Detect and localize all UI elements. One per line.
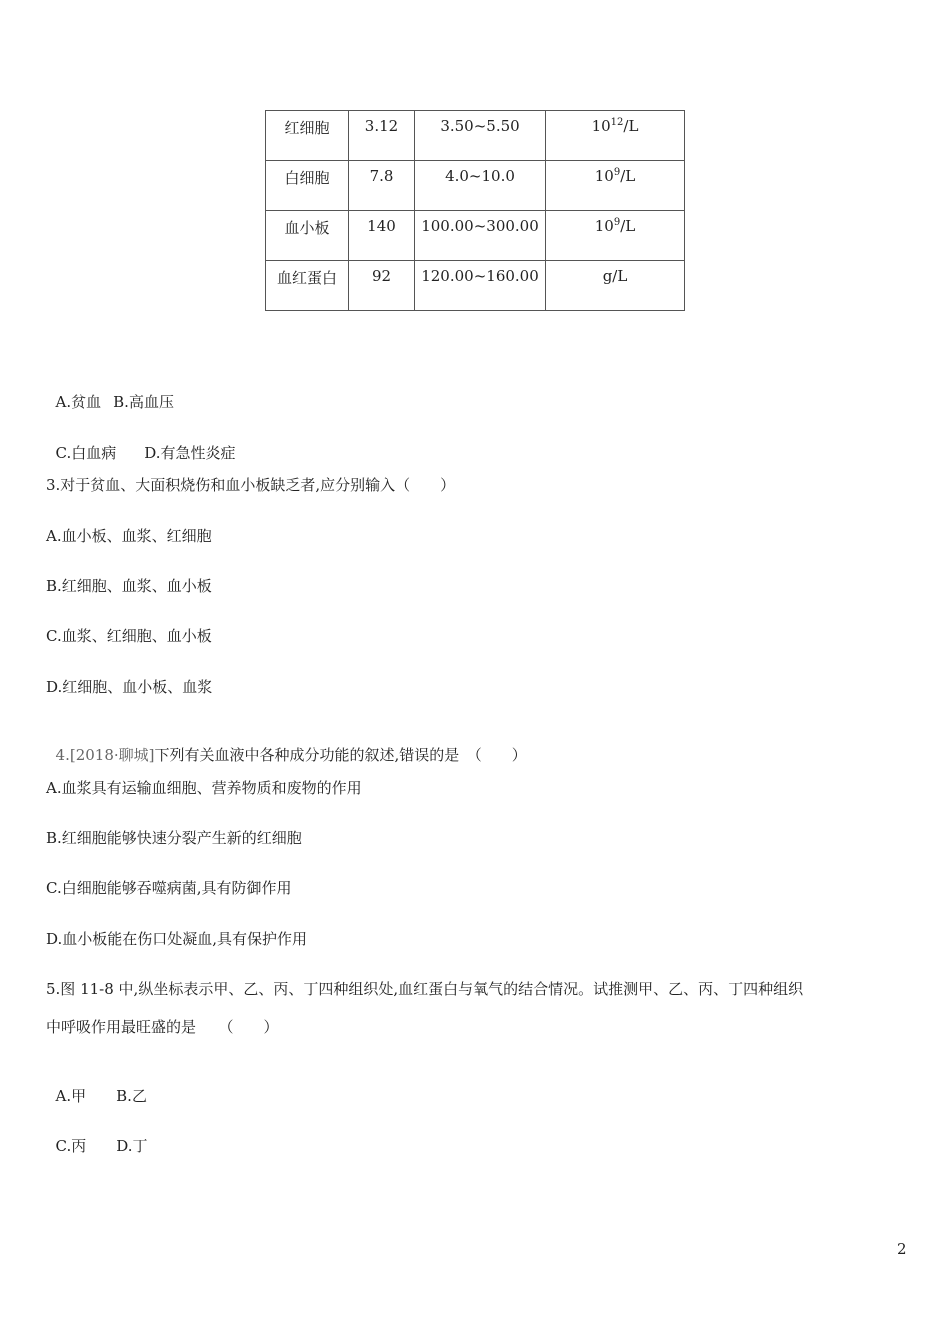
cell-unit xyxy=(546,261,685,311)
unit-tail: /L xyxy=(620,217,636,235)
q5-option-a[interactable]: A.甲 xyxy=(55,1087,87,1105)
q5-stem-line2: 中呼吸作用最旺盛的是 （ ） xyxy=(46,1018,279,1036)
unit-base: 10 xyxy=(594,217,614,235)
q5-stem-line1: 5.图 11-8 中,纵坐标表示甲、乙、丙、丁四种组织处,血红蛋白与氧气的结合情况。试推测甲、乙、丙、丁四种组织 xyxy=(46,980,804,998)
q4-option-d[interactable]: D.血小板能在伤口处凝血,具有保护作用 xyxy=(46,930,308,948)
cell-measured-value: 140 xyxy=(349,211,415,261)
table-row xyxy=(266,261,685,311)
cell-item-name: 血小板 xyxy=(266,211,349,261)
cell-item-name: 红细胞 xyxy=(266,111,349,161)
q3-stem: 3.对于贫血、大面积烧伤和血小板缺乏者,应分别输入（ ） xyxy=(46,476,456,494)
q2-option-c[interactable]: C.白血病 xyxy=(55,444,117,462)
unit-exponent: 9 xyxy=(613,167,621,178)
unit-exponent: 12 xyxy=(610,117,624,128)
q2-option-b[interactable]: B.高血压 xyxy=(113,393,174,411)
cell-measured-value: 92 xyxy=(349,261,415,311)
q4-option-c[interactable]: C.白细胞能够吞噬病菌,具有防御作用 xyxy=(46,879,292,897)
q5-options-row2 xyxy=(46,1117,148,1156)
cell-reference-range: 100.00~300.00 xyxy=(415,211,546,261)
q4-option-b[interactable]: B.红细胞能够快速分裂产生新的红细胞 xyxy=(46,829,302,847)
q2-options-row2 xyxy=(46,424,236,463)
blood-test-table xyxy=(265,110,685,311)
blood-test-table-body xyxy=(266,111,685,311)
q3-option-d[interactable]: D.红细胞、血小板、血浆 xyxy=(46,678,213,696)
q5-option-b[interactable]: B.乙 xyxy=(116,1087,147,1105)
q5-options-row1 xyxy=(46,1067,147,1106)
cell-unit xyxy=(546,111,685,161)
table-row xyxy=(266,161,685,211)
blood-test-table-wrapper xyxy=(265,110,685,311)
cell-unit xyxy=(546,211,685,261)
cell-reference-range: 3.50~5.50 xyxy=(415,111,546,161)
q2-options-row1 xyxy=(46,373,174,412)
cell-item-name: 血红蛋白 xyxy=(266,261,349,311)
unit-tail: /L xyxy=(620,167,636,185)
unit-base: 10 xyxy=(591,117,611,135)
q2-option-d[interactable]: D.有急性炎症 xyxy=(144,444,236,462)
q4-stem-line xyxy=(46,726,527,765)
unit-exponent: 9 xyxy=(613,217,621,228)
table-row xyxy=(266,211,685,261)
q4-option-a[interactable]: A.血浆具有运输血细胞、营养物质和废物的作用 xyxy=(46,779,362,797)
cell-reference-range: 120.00~160.00 xyxy=(415,261,546,311)
table-row xyxy=(266,111,685,161)
unit-tail: /L xyxy=(623,117,639,135)
cell-measured-value: 3.12 xyxy=(349,111,415,161)
unit-base: 10 xyxy=(594,167,614,185)
unit-tail: g/L xyxy=(602,267,628,285)
q3-option-a[interactable]: A.血小板、血浆、红细胞 xyxy=(46,527,212,545)
q5-option-c[interactable]: C.丙 xyxy=(55,1137,87,1155)
q4-stem: 下列有关血液中各种成分功能的叙述,错误的是 （ ） xyxy=(154,746,527,764)
page-number: 2 xyxy=(897,1240,907,1258)
cell-reference-range: 4.0~10.0 xyxy=(415,161,546,211)
q2-option-a[interactable]: A.贫血 xyxy=(55,393,102,411)
q4-source-tag: 4.[2018·聊城] xyxy=(55,746,155,764)
q5-option-d[interactable]: D.丁 xyxy=(116,1137,148,1155)
cell-item-name: 白细胞 xyxy=(266,161,349,211)
q3-option-c[interactable]: C.血浆、红细胞、血小板 xyxy=(46,627,212,645)
cell-unit xyxy=(546,161,685,211)
q3-option-b[interactable]: B.红细胞、血浆、血小板 xyxy=(46,577,212,595)
cell-measured-value: 7.8 xyxy=(349,161,415,211)
